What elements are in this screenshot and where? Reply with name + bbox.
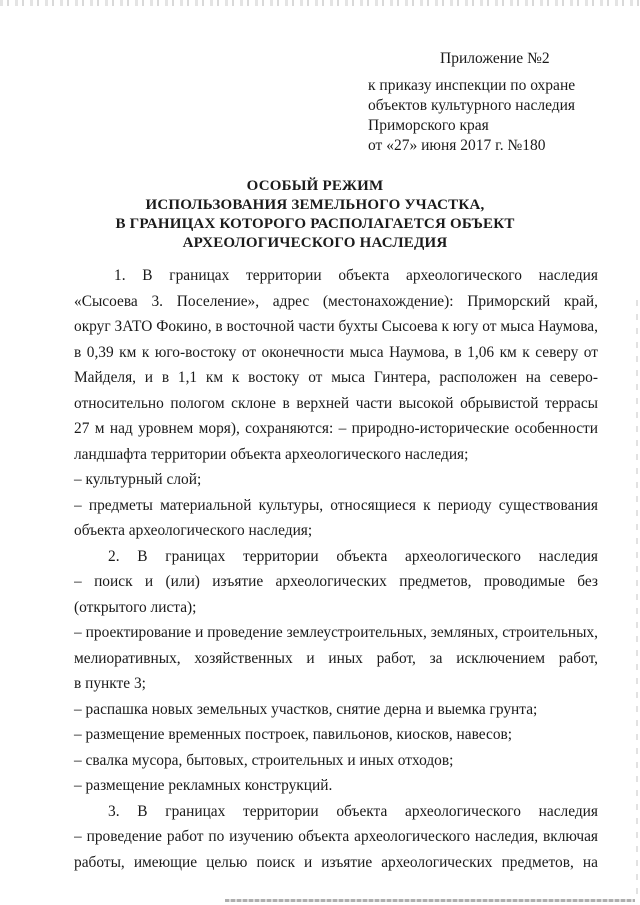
body-line: объекта археологического наследия; — [74, 522, 313, 539]
body-line: в 0,39 км к юго-востоку от оконечности мыса Наумова, в 1,06 км к северу от — [74, 343, 598, 361]
scan-artifact-top — [0, 0, 640, 6]
appendix-line: объектов культурного наследия — [368, 97, 576, 114]
body-line: мелиоративных, хозяйственных и иных работ, за исключением работ, — [74, 649, 598, 667]
body-line: – свалка мусора, бытовых, строительных и иных отходов; — [74, 751, 454, 769]
heading-line: ОСОБЫЙ РЕЖИМ — [246, 178, 384, 194]
body-line: ландшафта территории объекта археологического наследия; — [74, 445, 469, 463]
heading-line: В ГРАНИЦАХ КОТОРОГО РАСПОЛАГАЕТСЯ ОБЪЕКТ — [115, 216, 515, 232]
body-line: – проектирование и проведение землеустроительных, земляных, строительных, — [74, 624, 598, 641]
body-line: округ ЗАТО Фокино, в восточной части бухты Сысоева к югу от мыса Наумова, — [74, 318, 598, 335]
heading-line: ИСПОЛЬЗОВАНИЯ ЗЕМЕЛЬНОГО УЧАСТКА, — [145, 197, 485, 213]
body-line: 3. В границах территории объекта археологического наследия — [108, 802, 598, 820]
body-line: 27 м над уровнем моря), сохраняются: – природно-исторические особенности — [74, 420, 598, 437]
appendix-line: от «27» июня 2017 г. №180 — [368, 137, 546, 154]
body-line: – размещение временных построек, павильонов, киосков, навесов; — [74, 726, 513, 743]
body-line: (открытого листа); — [74, 598, 197, 616]
document-body — [74, 263, 598, 875]
body-line: – предметы материальной культуры, относящиеся к периоду существования — [74, 496, 598, 514]
body-line: – размещение рекламных конструкций. — [74, 777, 333, 794]
body-line: – распашка новых земельных участков, снятие дерна и выемка грунта; — [74, 700, 538, 718]
appendix-line: Приморского края — [368, 117, 489, 134]
document-heading — [60, 177, 570, 253]
body-line: работы, имеющие целью поиск и изъятие археологических предметов, на — [74, 853, 598, 871]
heading-line: АРХЕОЛОГИЧЕСКОГО НАСЛЕДИЯ — [182, 235, 448, 251]
scan-artifact-bottom — [225, 899, 635, 902]
body-line: 1. В границах территории объекта археологического наследия — [114, 267, 598, 284]
appendix-reference — [368, 76, 575, 156]
body-line: в пункте 3; — [74, 675, 146, 692]
appendix-title: Приложение №2 — [440, 50, 550, 67]
body-line: – проведение работ по изучению объекта археологического наследия, включая — [74, 828, 598, 845]
body-line: – поиск и (или) изъятие археологических предметов, проводимые без — [74, 573, 598, 590]
body-line: «Сысоева 3. Поселение», адрес (местонахождение): Приморский край, — [74, 292, 598, 310]
scan-artifact-right — [636, 300, 638, 900]
appendix-line: к приказу инспекции по охране — [368, 77, 576, 94]
body-line: – культурный слой; — [74, 471, 202, 488]
body-line: 2. В границах территории объекта археологического наследия — [108, 547, 598, 565]
body-line: Майделя, и в 1,1 км к востоку от мыса Гинтера, расположен на северо- — [74, 369, 598, 386]
body-line: относительно пологом склоне в верхней части высокой обрывистой террасы — [74, 394, 598, 412]
